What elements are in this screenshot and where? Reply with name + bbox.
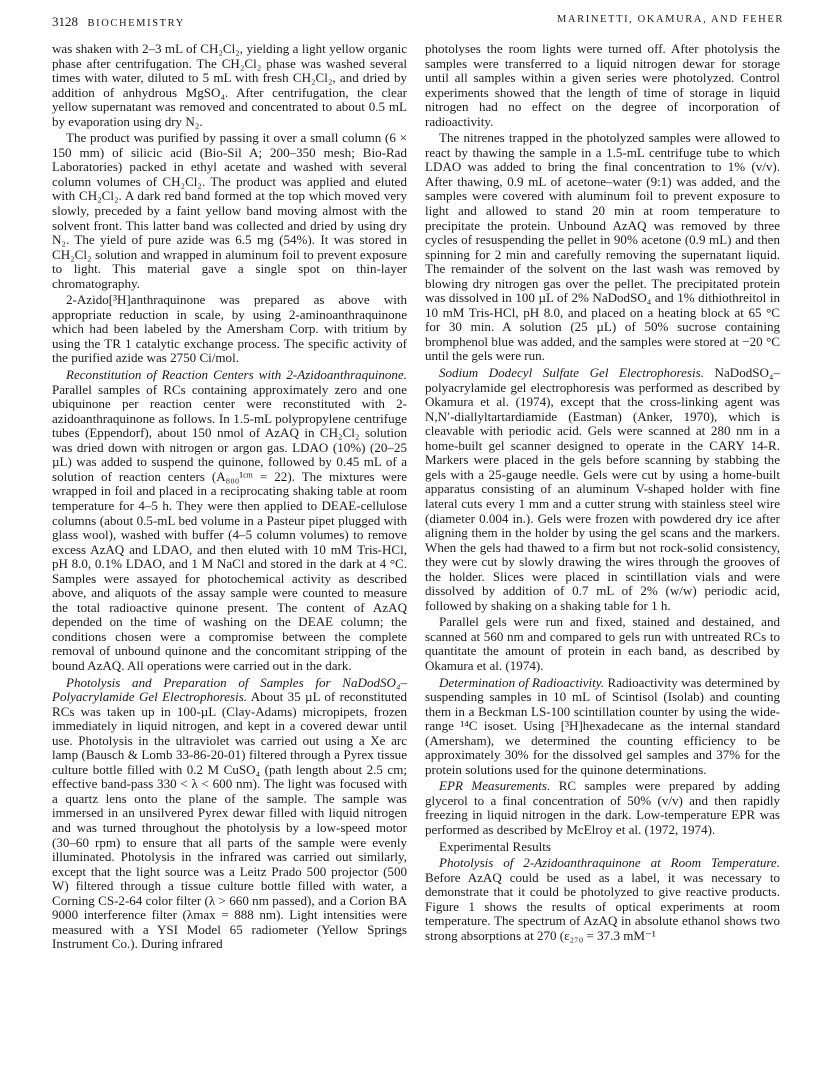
paragraph [52,368,407,673]
paragraph-text: About 35 µL of reconstituted RCs was taken up in 100-µL (Clay-Adams) micropipets, frozen immediately in liquid nitrogen, and kept in a covered dewar until use. Photolysis in the ultraviolet was carried out using a Xe arc lamp (Bausch & Lomb 33-86-20-01) filtered through a Pyrex tissue culture bottle filled with 0.2 M CuSO₄ (path length about 2.5 cm; effective band-pass 330 < λ < 600 nm). The light was focused with a quartz lens onto the plane of the sample. The sample was immersed in an unsilvered Pyrex dewar filled with liquid nitrogen and was turned throughout the photolysis by a low-speed motor (30–60 rpm) to ensure that all parts of the sample were evenly illuminated. Photolysis in the infrared was carried out similarly, except that the light source was a Leitz Prado 500 projector (500 W) filtered through a tissue culture bottle filled with water, a Corning CS-2-64 color filter (λ > 660 nm passed), and a Corion BA 9000 interference filter (λmax = 888 nm). Light intensities were measured with a YSI Model 65 radiometer (Yellow Springs Instrument Co.). During infrared [52,689,408,952]
run-in-heading: Photolysis and Preparation of Samples for NaDodSO₄–Polyacrylamide Gel Electrophoresis. [52,674,407,705]
run-in-heading: Photolysis of 2-Azidoanthraquinone at Room Temperature. [439,855,780,871]
paragraph-text: Before AzAQ could be used as a label, it was necessary to demonstrate that it could be photolyzed to give reactive products. Figure 1 shows the results of optical experiments at room temperature. The spectrum of AzAQ in absolute ethanol shows two strong absorptions at 270 (ε₂₇₀ = 37.3 mM⁻¹ [425,869,780,943]
paragraph: The product was purified by passing it over a small column (6 × 150 mm) of silicic acid (Bio-Sil A; 200–350 mesh; Bio-Rad Laboratories) packed in ethyl acetate and washed with several column volumes of CH₂Cl₂. The product was applied and eluted with CH₂Cl₂. A dark red band formed at the top which moved very slowly, preceded by a faint yellow band moving almost with the solvent front. This latter band was collected and dried by using dry N₂. The yield of pure azide was 6.5 mg (54%). It was stored in CH₂Cl₂ solution and wrapped in aluminum foil to prevent exposure to light. This material gave a single spot on thin-layer chromatography. [52,130,407,291]
running-header [52,14,784,32]
paragraph: The nitrenes trapped in the photolyzed samples were allowed to react by thawing the sample in a 1.5-mL centrifuge tube to which LDAO was added to bring the final concentration to 1% (v/v). After thawing, 0.9 mL of acetone–water (9:1) was added, and the samples were covered with aluminum foil to prevent exposure to light and allowed to stand 20 min at room temperature to precipitate the protein. Unbound AzAQ was removed by three cycles of resuspending the pellet in 90% acetone (0.9 mL) and then spinning for 2 min and carefully removing the supernatant liquid. The remainder of the solvent on the last wash was removed by blowing dry nitrogen gas over the pellet. The precipitated protein was dissolved in 100 µL of 2% NaDodSO₄ and 1% dithiothreitol in 10 mM Tris-HCl, pH 8.0, and placed on a heating block at 65 °C for 30 min. A solution (25 µL) of 50% sucrose containing bromphenol blue was added, and the samples were stored at −20 °C until the gels were run. [425,130,780,364]
paragraph [52,676,407,952]
run-in-heading: EPR Measurements. [439,778,551,794]
header-left [52,14,185,30]
paragraph: was shaken with 2–3 mL of CH₂Cl₂, yielding a light yellow organic phase after centrifugation. The CH₂Cl₂ phase was washed several times with water, diluted to 5 mL with fresh CH₂Cl₂, and dried by addition of anhydrous MgSO₄. After centrifugation, the clear yellow supernatant was removed and concentrated to about 0.5 mL by evaporation using dry N₂. [52,41,407,129]
run-in-heading: Determination of Radioactivity. [439,674,605,690]
paragraph: photolyses the room lights were turned off. After photolysis the samples were transferred to a liquid nitrogen dewar for storage until all samples within a given series were photolyzed. Control experiments showed that the length of time of storage in liquid nitrogen had no effect on the degree of incorporation of radioactivity. [425,41,780,129]
journal-name: BIOCHEMISTRY [87,18,185,29]
paragraph [425,856,780,943]
left-column [52,42,407,952]
paragraph-text: RC samples were prepared by adding glycerol to a final concentration of 50% (v/v) and then rapidly freezing in liquid nitrogen in the dark. Low-temperature EPR was performed as described by McElroy et al. (1972, 1974). [425,778,780,837]
run-in-heading: Reconstitution of Reaction Centers with 2-Azidoanthraquinone. [66,367,407,383]
right-column [425,42,780,943]
paragraph: 2-Azido[³H]anthraquinone was prepared as above with appropriate reduction in scale, by using 2-aminoanthraquinone which had been labeled by the Amersham Corp. with tritium by using the TR 1 catalytic exchange process. The specific activity of the purified azide was 2750 Ci/mol. [52,292,407,366]
paragraph [425,366,780,613]
paragraph [425,779,780,837]
author-names: MARINETTI, OKAMURA, AND FEHER [557,14,784,25]
paragraph-text: Parallel samples of RCs containing approximately zero and one ubiquinone per reaction center were reconstituted with 2-azidoanthraquinone as follows. In 1.5-mL polypropylene centrifuge tubes (Eppendorf), about 150 nmol of AzAQ in CH₂Cl₂ solution was dried down with nitrogen or argon gas. LDAO (10%) (20–25 µL) was added to suspend the quinone, followed by 0.45 mL of a solution of reaction centers (A₈₀₀¹ᶜᵐ = 22). The mixtures were wrapped in foil and placed in a reciprocating shaking table at room temperature for 4–5 h. They were then applied to DEAE-cellulose columns (about 0.5-mL bed volume in a Pasteur pipet plugged with glass wool), washed with buffer (4–5 column volumes) to remove excess AzAQ and LDAO, and then eluted with 10 mM Tris-HCl, pH 8.0, 0.1% LDAO, and 1 M NaCl and stored in the dark at 4 °C. Samples were assayed for photochemical activity as described above, and aliquots of the assay sample were counted to measure the total radioactive quinone present. The content of AzAQ depended on the time of washing on the DEAE column; the conditions chosen were a compromise between the complete removal of unbound quinone and the concomitant stripping of the bound AzAQ. All operations were carried out in the dark. [52,381,407,673]
paragraph [425,676,780,778]
run-in-heading: Sodium Dodecyl Sulfate Gel Electrophoresis. [439,365,704,381]
section-heading: Experimental Results [439,838,551,854]
page-number: 3128 [52,14,78,29]
paragraph-text: NaDodSO₄–polyacrylamide gel electrophoresis was performed as described by Okamura et al. (1974), except that the cross-linking agent was N,N′-diallyltartardiamide (Eastman) (Anker, 1970), which is cleavable with periodic acid. Gels were scanned at 280 nm in a home-built gel scanner designed to operate in the CARY 14-R. Markers were placed in the gels before scanning by stabbing the gels with a 25-gauge needle. Gels were cut by using a home-built apparatus consisting of an aluminum V-shaped holder with fine lateral cuts every 1 mm and a cutter strung with stainless steel wire (diameter 0.004 in.). Gels were frozen with powdered dry ice after aligning them in the holder by using the gel scans and the markers. When the gels had thawed to a firm but not rock-solid consistency, they were cut by slowly drawing the wires through the grooves of the holder. Slices were placed in scintillation vials and were dissolved by addition of 0.7 mL of 2% (w/w) periodic acid, followed by shaking on a shaking table for 1 h. [425,365,780,613]
paragraph-text: Radioactivity was determined by suspending samples in 10 mL of Scintisol (Isolab) and counting them in a Beckman LS-100 scintillation counter by using the wide-range ¹⁴C isoset. Using [³H]hexadecane as the internal standard (Amersham), we determined the counting efficiency to be approximately 30% for the dissolved gel samples and 37% for the protein solutions used for the quinone determinations. [425,674,780,777]
paragraph: Parallel gels were run and fixed, stained and destained, and scanned at 560 nm and compared to gels run with untreated RCs to quantitate the amount of protein in each band, as described by Okamura et al. (1974). [425,614,780,673]
